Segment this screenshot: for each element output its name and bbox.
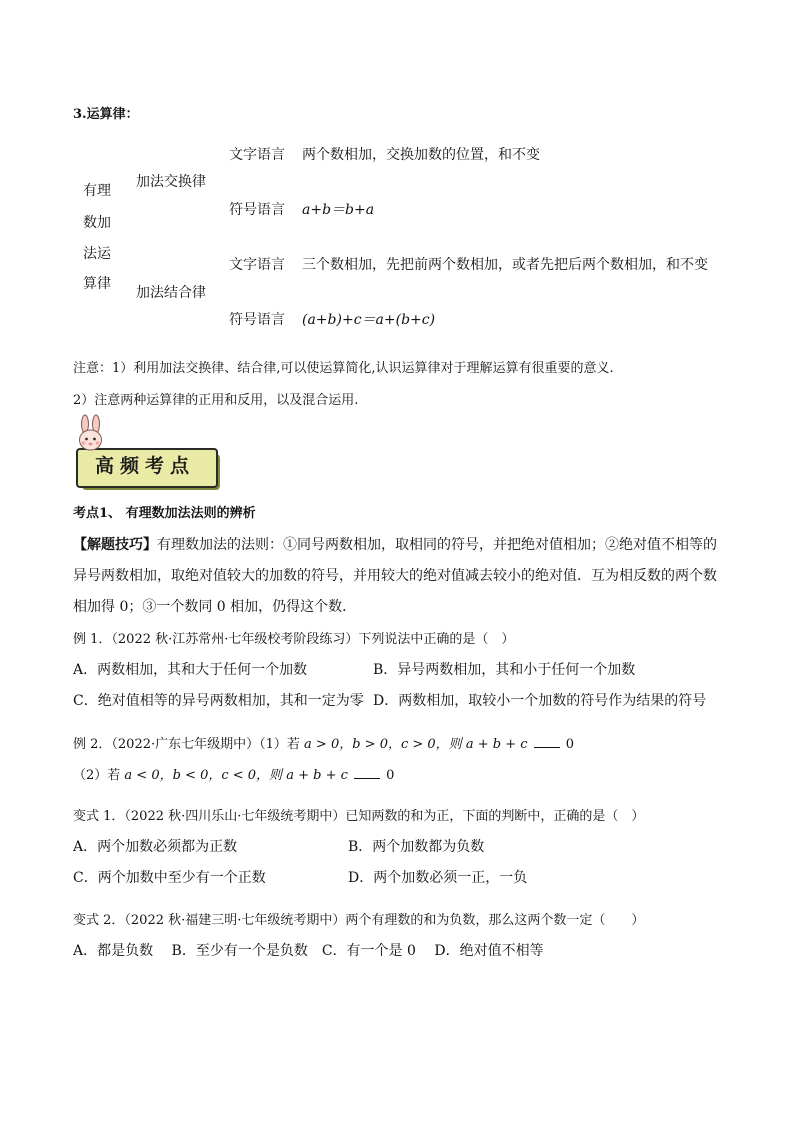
symbol-label-associative: 符号语言: [229, 312, 285, 328]
example2-blank-2[interactable]: [354, 766, 380, 779]
tip-text-1: 有理数加法的法则：①同号两数相加，取相同的符号，并把绝对值相加；②绝对值不相等的: [157, 537, 717, 553]
variant2-options: A．都是负数 B．至少有一个是负数 C．有一个是 0 D．绝对值不相等: [73, 943, 544, 959]
example1-option-c: C．绝对值相等的异号两数相加，其和一定为零: [73, 693, 364, 709]
symbol-label-commutative: 符号语言: [229, 202, 285, 218]
example2-cond2: a < 0，b < 0，c < 0，则: [124, 768, 283, 783]
category-line-3: 法运: [83, 246, 111, 262]
example2-cond1: a > 0，b > 0，c > 0，则: [304, 737, 462, 752]
variant2-stem: 变式 2．（2022 秋·福建三明·七年级统考期中）两个有理数的和为负数，那么这两个数一定（ ）: [73, 913, 645, 928]
example2-tail2: 0: [386, 768, 395, 783]
text-label-associative: 文字语言: [229, 257, 285, 273]
text-value-commutative: 两个数相加，交换加数的位置，和不变: [302, 147, 540, 163]
tip-line-1: [73, 534, 717, 554]
example1-option-b: B．异号两数相加，其和小于任何一个加数: [373, 662, 636, 678]
variant1-option-a: A．两个加数必须都为正数: [73, 839, 238, 855]
category-line-1: 有理: [83, 183, 111, 199]
example1-stem: 例 1．（2022 秋·江苏常州·七年级校考阶段练习）下列说法中正确的是（ ）: [73, 632, 515, 647]
tip-line-2: 异号两数相加，取绝对值较大的加数的符号，并用较大的绝对值减去较小的绝对值．互为相反数的两个数: [73, 568, 717, 584]
example1-option-d: D．两数相加，取较小一个加数的符号作为结果的符号: [373, 693, 707, 709]
example2-blank-1[interactable]: [534, 735, 560, 748]
example2-tail1: 0: [565, 737, 575, 752]
example2-stem: 例 2．（2022·广东七年级期中）（1）若: [73, 737, 300, 752]
category-line-4: 算律: [83, 276, 111, 292]
rabbit-icon: [72, 414, 112, 454]
tip-line-3: 相加得 0；③一个数同 0 相加，仍得这个数．: [73, 599, 357, 615]
example2-line-1: [73, 733, 574, 752]
variant1-option-d: D．两个加数必须一正，一负: [348, 870, 528, 886]
example1-option-a: A．两数相加，其和大于任何一个加数: [73, 662, 308, 678]
example2-line-2: [73, 764, 394, 783]
badge-text: 高频考点: [94, 455, 195, 477]
tip-label: 【解题技巧】: [73, 537, 157, 553]
text-label-commutative: 文字语言: [229, 147, 285, 163]
symbol-value-commutative: a+b＝b+a: [302, 202, 375, 218]
section-badge: [76, 420, 226, 490]
variant1-option-b: B．两个加数都为负数: [348, 839, 485, 855]
note-1: 注意：1）利用加法交换律、结合律,可以使运算简化,认识运算律对于理解运算有很重要的意义.: [73, 361, 614, 376]
kaodian-title: 考点1、 有理数加法法则的辨析: [73, 506, 256, 521]
variant1-option-c: C．两个加数中至少有一个正数: [73, 870, 266, 886]
symbol-value-associative: (a+b)+c＝a+(b+c): [302, 312, 436, 328]
section-title: 3.运算律：: [73, 107, 139, 122]
text-value-associative: 三个数相加，先把前两个数相加，或者先把后两个数相加，和不变: [302, 257, 708, 273]
law-name-commutative: 加法交换律: [136, 174, 206, 190]
law-name-associative: 加法结合律: [136, 285, 206, 301]
example2-expr1: a + b + c: [465, 737, 528, 752]
category-line-2: 数加: [83, 215, 111, 231]
note-2: 2）注意两种运算律的正用和反用，以及混合运用.: [73, 393, 359, 408]
variant1-stem: 变式 1．（2022 秋·四川乐山·七年级统考期中）已知两数的和为正，下面的判断中，正确的是（ ）: [73, 809, 645, 824]
example2-expr2: a + b + c: [286, 768, 348, 783]
example2-part2: （2）若: [73, 768, 121, 783]
